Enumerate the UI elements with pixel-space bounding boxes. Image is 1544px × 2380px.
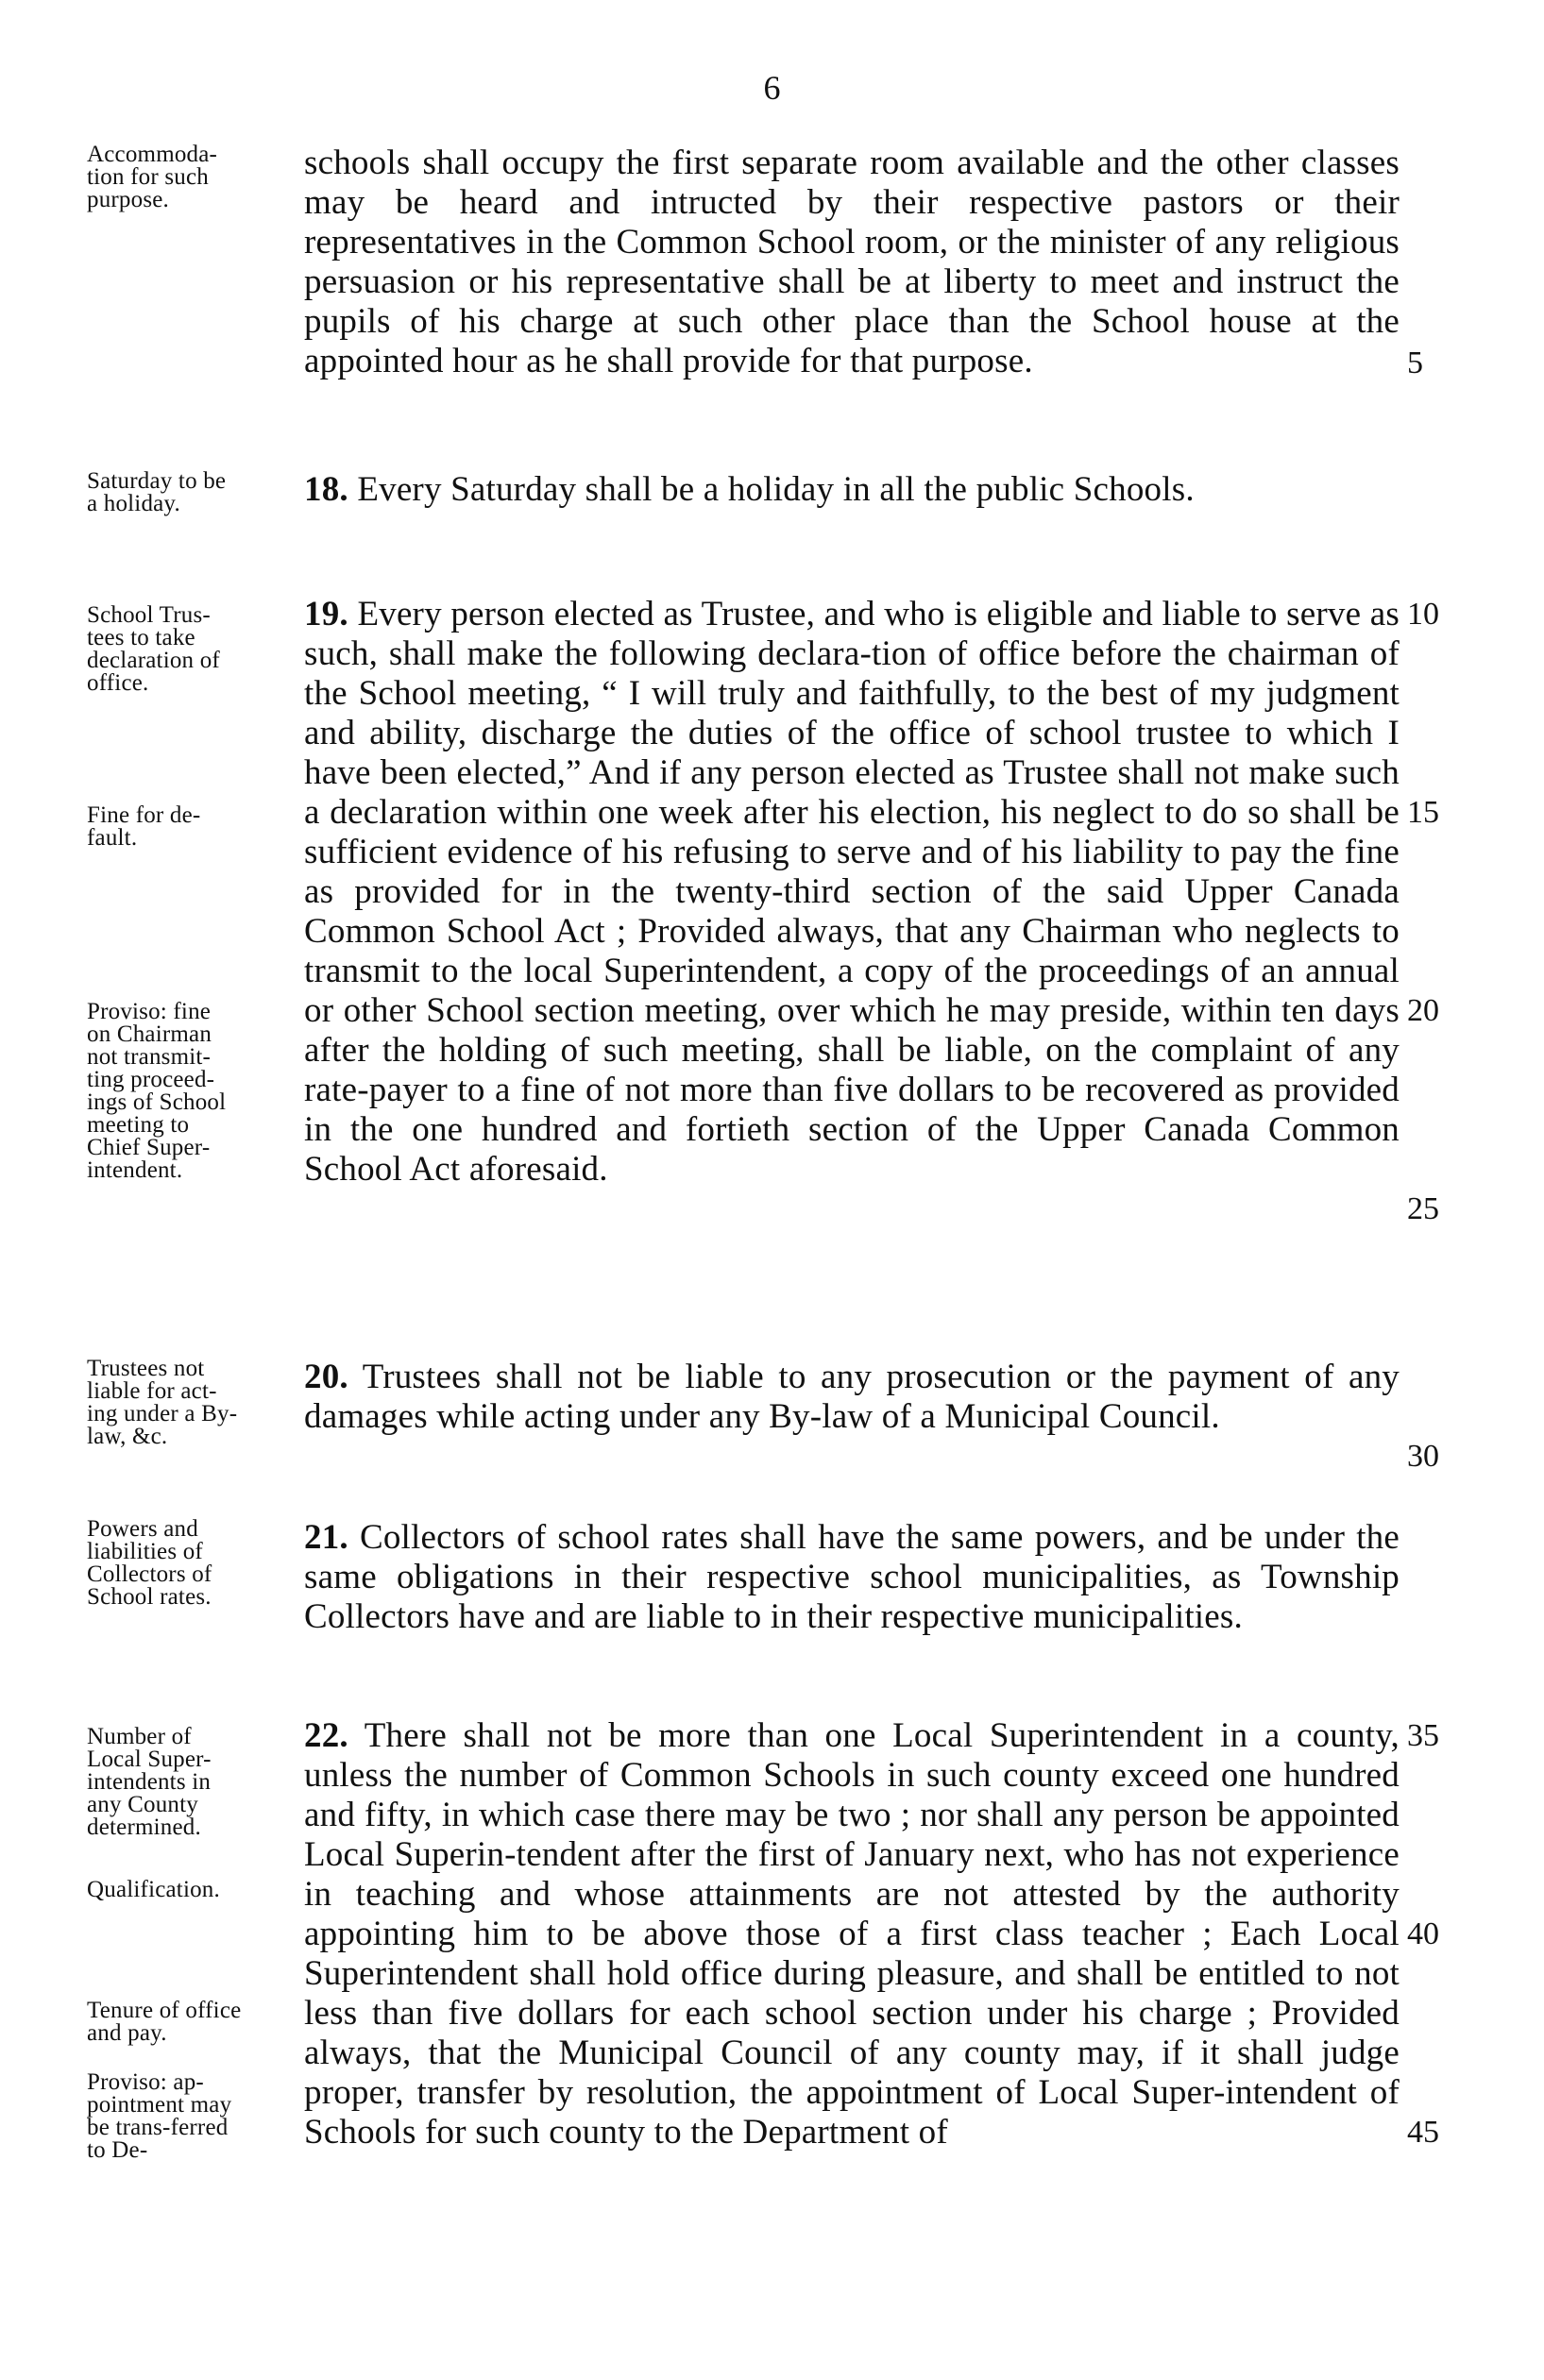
line-number: 30: [1407, 1439, 1439, 1474]
line-number: 20: [1407, 993, 1439, 1028]
line-number: 5: [1407, 346, 1423, 380]
section-number: 20.: [304, 1358, 348, 1396]
margin-notes: [87, 1358, 295, 1448]
margin-note: Saturday to be a holiday.: [87, 468, 227, 516]
section-body: There shall not be more than one Local Superintendent in a county, unless the number of Common Schools in such county exceed one hundred and fifty, in which case there may be two ; nor shall any person be appointed Local Superin-tendent after the first of January next, who has not experience in teaching and whose attainments are not attested by the authority appointing him to be above those of a first class teacher ; Each Local Superintendent shall hold office during pleasure, and shall be entitled to not less than five dollars for each school section under his charge ; Provided always, that the Municipal Council of any county may, if it shall judge proper, transfer by resolution, the appointment of Local Super-intendent of Schools for such county to the Department of: [304, 1716, 1400, 2152]
section-text: [304, 1716, 1400, 2152]
line-number: 15: [1407, 795, 1439, 830]
line-number: 40: [1407, 1916, 1439, 1951]
section-body: Trustees shall not be liable to any prosecution or the payment of any damages while acting under any By-law of a Municipal Council.: [304, 1358, 1400, 1436]
page-number: 6: [763, 69, 781, 107]
section-body: Every Saturday shall be a holiday in all the public Schools.: [357, 470, 1195, 509]
margin-note: Powers and liabilities of Collectors of School rates.: [87, 1516, 212, 1610]
line-number: 25: [1407, 1191, 1439, 1226]
section-text: [304, 1358, 1400, 1437]
section-number: 18.: [304, 470, 348, 509]
margin-note: Proviso: ap-pointment may be trans-ferred to De-: [87, 2069, 232, 2163]
margin-note: Accommoda-tion for such purpose.: [87, 142, 218, 212]
margin-notes: [87, 1518, 295, 1609]
margin-notes: [87, 143, 295, 211]
section-body: Collectors of school rates shall have the same powers, and be under the same obligations in their respective school municipalities, as Township Collectors have and are liable to in their respective municipalities.: [304, 1518, 1400, 1636]
section-text: [304, 143, 1400, 381]
margin-note: Tenure of office and pay.: [87, 1998, 242, 2046]
margin-notes: [87, 470, 295, 515]
section-body: schools shall occupy the first separate room available and the other classes may be heard and intructed by their respective pastors or their representatives in the Common School room, or the minister of any religious persuasion or his representative shall be at liberty to meet and instruct the pupils of his charge at such other place than the School house at the appointed hour as he shall provide for that purpose.: [304, 143, 1400, 380]
section-text: [304, 470, 1400, 510]
section-number: 21.: [304, 1518, 348, 1557]
margin-note: Number of Local Super-intendents in any County determined.: [87, 1724, 212, 1840]
section-number: 19.: [304, 595, 348, 633]
margin-note: Fine for de-fault.: [87, 802, 201, 851]
section-text: [304, 595, 1400, 1190]
section-text: [304, 1518, 1400, 1637]
section-body: Every person elected as Trustee, and who is eligible and liable to serve as such, shall make the following declara-tion of office before the chairman of the School meeting, “ I will truly and faithfully, to the best of my judgment and ability, discharge the duties of the office of school trustee to which I have been elected,” And if any person elected as Trustee shall not make such a declaration within one week after his election, his neglect to do so shall be sufficient evidence of his refusing to serve and of his liability to pay the fine as provided for in the twenty-third section of the said Upper Canada Common School Act ; Provided always, that any Chairman who neglects to transmit to the local Superintendent, a copy of the proceedings of an annual or other School section meeting, over which he may preside, within ten days after the holding of such meeting, shall be liable, on the complaint of any rate-payer to a fine of not more than five dollars to be recovered as provided in the one hundred and fortieth section of the Upper Canada Common School Act aforesaid.: [304, 595, 1400, 1189]
margin-note: Proviso: fine on Chairman not transmit-ting proceed-ings of School meeting to Chief Super-intendent.: [87, 999, 227, 1183]
margin-note: Qualification.: [87, 1877, 220, 1902]
line-number: 10: [1407, 597, 1439, 632]
margin-note: Trustees not liable for act-ing under a By-law, &c.: [87, 1356, 238, 1449]
section-number: 22.: [304, 1716, 348, 1755]
line-number: 45: [1407, 2115, 1439, 2150]
line-number: 35: [1407, 1718, 1439, 1753]
margin-note: School Trus-tees to take declaration of office.: [87, 602, 220, 696]
